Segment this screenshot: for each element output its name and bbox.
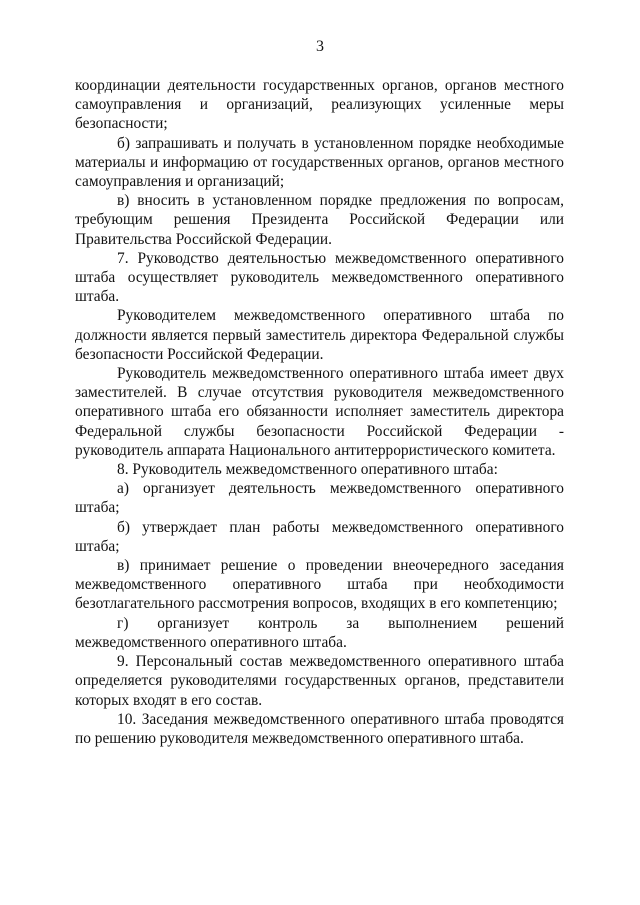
document-body (75, 76, 564, 748)
page-number: 3 (316, 38, 324, 55)
paragraph: координации деятельности государственных органов, органов местного самоуправления и организаций, реализующих усиленные меры безопасности; (75, 77, 564, 133)
paragraph: а) организует деятельность межведомственного оперативного штаба; (75, 480, 564, 517)
paragraph: в) принимает решение о проведении внеочередного заседания межведомственного оперативного штаба при необходимости безотлагательного рассмотрения вопросов, входящих в его компетенцию; (75, 557, 564, 613)
paragraph: 10. Заседания межведомственного оперативного штаба проводятся по решению руководителя межведомственного оперативного штаба. (75, 710, 564, 747)
paragraph: 8. Руководитель межведомственного оперативного штаба: (117, 461, 498, 479)
paragraph: б) запрашивать и получать в установленном порядке необходимые материалы и информацию от государственных органов, органов местного самоуправления и организаций; (75, 134, 564, 191)
paragraph: г) организует контроль за выполнением решений межведомственного оперативного штаба. (75, 614, 564, 651)
paragraph: 9. Персональный состав межведомственного оперативного штаба определяется руководителями государственных органов, представители которых входят в его состав. (75, 653, 564, 709)
paragraph: б) утверждает план работы межведомственного оперативного штаба; (75, 518, 564, 555)
paragraph: 7. Руководство деятельностью межведомственного оперативного штаба осуществляет руководитель межведомственного оперативного штаба. (75, 249, 564, 306)
paragraph: Руководитель межведомственного оперативного штаба имеет двух заместителей. В случае отсутствия руководителя межведомственного оперативного штаба его обязанности исполняет заместитель директора Федеральной службы безопасности Российской Федерации - руководитель аппарата Национального антитеррористического комитета. (75, 365, 564, 459)
paragraph: Руководителем межведомственного оперативного штаба по должности является первый заместитель директора Федеральной службы безопасности Российской Федерации. (75, 307, 564, 363)
paragraph: в) вносить в установленном порядке предложения по вопросам, требующим решения Президента Российской Федерации или Правительства Российской Федерации. (75, 192, 564, 248)
